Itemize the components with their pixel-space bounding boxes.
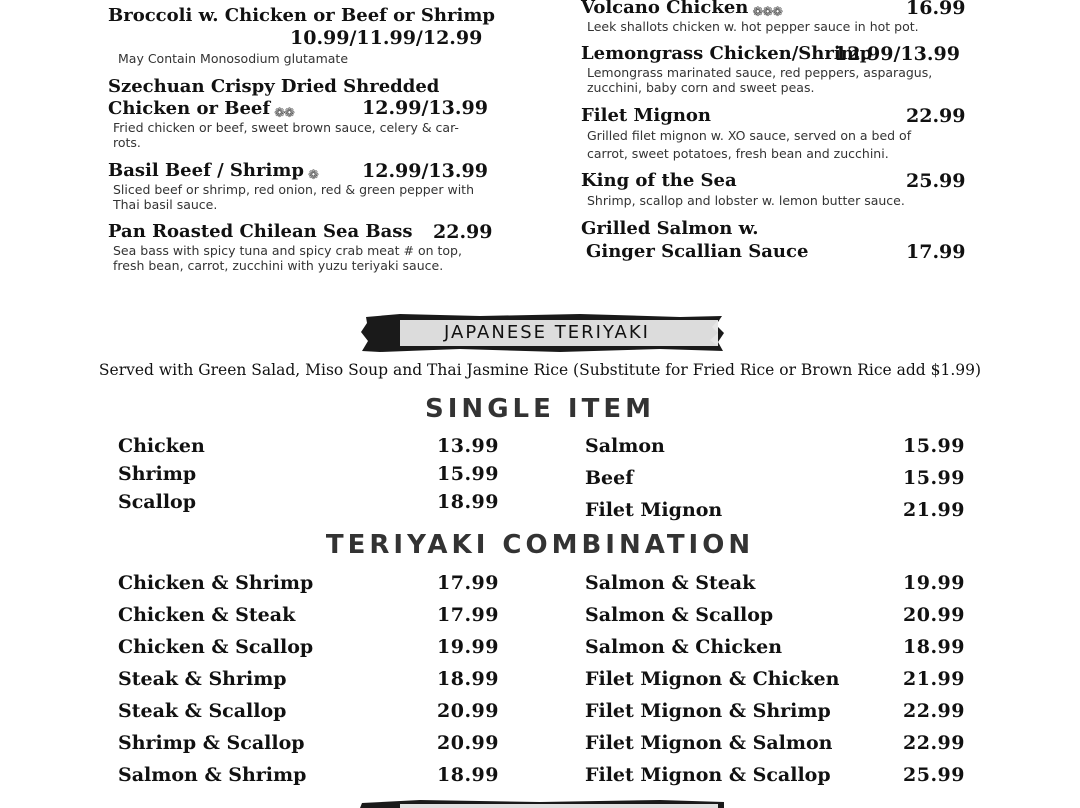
teriyaki-item-price: 20.99	[437, 732, 499, 754]
teriyaki-item-name: Chicken & Scallop	[118, 636, 314, 658]
teriyaki-item-price: 19.99	[437, 636, 499, 658]
menu-item-description: carrot, sweet potatoes, fresh bean and zucchini.	[587, 146, 889, 161]
menu-item-price: 12.99/13.99	[362, 97, 488, 119]
teriyaki-item-price: 18.99	[437, 491, 499, 513]
teriyaki-item-price: 17.99	[437, 604, 499, 626]
teriyaki-item-price: 15.99	[903, 467, 965, 489]
teriyaki-item-price: 22.99	[903, 732, 965, 754]
teriyaki-item-name: Filet Mignon & Shrimp	[585, 700, 831, 722]
teriyaki-item-name: Chicken & Steak	[118, 604, 296, 626]
chili-pepper-icon: ❁❁	[274, 106, 294, 121]
teriyaki-item-name: Chicken & Shrimp	[118, 572, 314, 594]
teriyaki-item-price: 20.99	[903, 604, 965, 626]
teriyaki-item-price: 18.99	[437, 668, 499, 690]
teriyaki-item-name: Salmon & Scallop	[585, 604, 774, 626]
menu-item-name-text: Basil Beef / Shrimp	[108, 160, 304, 181]
teriyaki-item-name: Scallop	[118, 491, 196, 513]
teriyaki-item-name: Chicken	[118, 435, 205, 457]
teriyaki-item-price: 17.99	[437, 572, 499, 594]
menu-item-price: 22.99	[906, 105, 966, 127]
menu-item-description: rots.	[113, 135, 141, 150]
teriyaki-item-name: Salmon & Steak	[585, 572, 756, 594]
teriyaki-item-name: Shrimp & Scallop	[118, 732, 305, 754]
teriyaki-item-price: 18.99	[903, 636, 965, 658]
teriyaki-item-price: 21.99	[903, 668, 965, 690]
teriyaki-item-name: Filet Mignon & Salmon	[585, 732, 833, 754]
section-banner-title: JAPANESE TERIYAKI	[444, 322, 650, 343]
teriyaki-item-name: Salmon	[585, 435, 665, 457]
teriyaki-item-name: Salmon & Chicken	[585, 636, 783, 658]
teriyaki-item-price: 15.99	[437, 463, 499, 485]
next-section-banner	[360, 799, 725, 808]
teriyaki-item-name: Salmon & Shrimp	[118, 764, 307, 786]
single-item-heading: SINGLE ITEM	[425, 394, 655, 424]
teriyaki-item-name: Filet Mignon & Chicken	[585, 668, 840, 690]
menu-item-name-line2: Ginger Scallian Sauce	[586, 241, 809, 262]
menu-item-price: 25.99	[906, 170, 966, 192]
menu-item-name: Filet Mignon	[581, 105, 712, 126]
teriyaki-item-price: 18.99	[437, 764, 499, 786]
menu-item-description: Sliced beef or shrimp, red onion, red & green pepper with	[113, 182, 475, 197]
teriyaki-item-price: 15.99	[903, 435, 965, 457]
menu-item-description: Thai basil sauce.	[113, 197, 218, 212]
menu-item-price: 22.99	[433, 221, 493, 243]
menu-item-name: King of the Sea	[581, 170, 737, 191]
menu-item-name: Grilled Salmon w.	[581, 218, 759, 239]
menu-item-description: Grilled filet mignon w. XO sauce, served on a bed of	[587, 128, 912, 143]
teriyaki-item-name: Steak & Scallop	[118, 700, 287, 722]
menu-item-name-text: Volcano Chicken	[581, 0, 749, 18]
menu-item-description: fresh bean, carrot, zucchini with yuzu teriyaki sauce.	[113, 258, 444, 273]
menu-item-name: Lemongrass Chicken/Shrimp	[581, 43, 873, 64]
chili-pepper-icon: ❁❁❁	[752, 5, 783, 20]
teriyaki-item-name: Filet Mignon	[585, 499, 723, 521]
teriyaki-item-price: 20.99	[437, 700, 499, 722]
teriyaki-item-price: 19.99	[903, 572, 965, 594]
menu-item-description: Leek shallots chicken w. hot pepper sauce in hot pot.	[587, 19, 919, 34]
menu-item-name: Broccoli w. Chicken or Beef or Shrimp	[108, 5, 495, 26]
menu-item-name-text: Chicken or Beef	[108, 98, 271, 119]
teriyaki-item-price: 13.99	[437, 435, 499, 457]
teriyaki-item-price: 25.99	[903, 764, 965, 786]
menu-item-description: Fried chicken or beef, sweet brown sauce, celery & car-	[113, 120, 459, 135]
menu-item-description: May Contain Monosodium glutamate	[118, 51, 349, 66]
menu-item-price: 12.99/13.99	[362, 160, 488, 182]
menu-item-price: 12.99/13.99	[834, 43, 960, 65]
teriyaki-item-name: Shrimp	[118, 463, 197, 485]
menu-item-name: Pan Roasted Chilean Sea Bass	[108, 221, 413, 242]
menu-item-name: Szechuan Crispy Dried Shredded	[108, 76, 440, 97]
menu-item-description: Sea bass with spicy tuna and spicy crab meat # on top,	[113, 243, 462, 258]
teriyaki-item-name: Beef	[585, 467, 634, 489]
menu-item-description: Shrimp, scallop and lobster w. lemon butter sauce.	[587, 193, 905, 208]
menu-item-price: 16.99	[906, 0, 966, 19]
served-with-note: Served with Green Salad, Miso Soup and Thai Jasmine Rice (Substitute for Fried Rice or Brown Rice add $1.99)	[98, 361, 982, 379]
teriyaki-item-price: 22.99	[903, 700, 965, 722]
teriyaki-item-name: Filet Mignon & Scallop	[585, 764, 831, 786]
teriyaki-item-name: Steak & Shrimp	[118, 668, 287, 690]
chili-pepper-icon: ❁	[307, 168, 318, 183]
menu-item-description: Lemongrass marinated sauce, red peppers, asparagus,	[587, 65, 933, 80]
combination-heading: TERIYAKI COMBINATION	[325, 530, 755, 560]
teriyaki-item-price: 21.99	[903, 499, 965, 521]
menu-item-price: 17.99	[906, 241, 966, 263]
menu-item-description: zucchini, baby corn and sweet peas.	[587, 80, 815, 95]
menu-item-price: 10.99/11.99/12.99	[290, 27, 483, 49]
